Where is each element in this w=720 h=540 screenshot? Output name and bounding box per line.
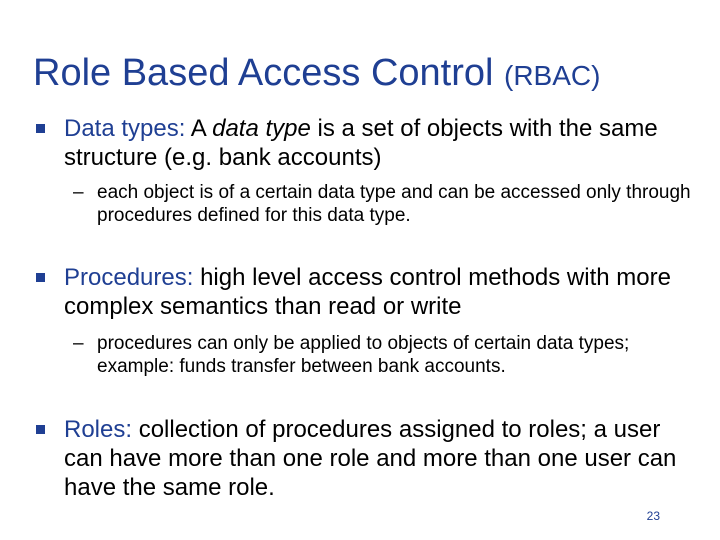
sub-bullet-data-types — [73, 181, 697, 227]
slide-title — [33, 50, 600, 99]
bullet-term: Procedures: — [64, 264, 194, 291]
bullet-roles — [64, 415, 694, 502]
sub-bullet-procedures — [73, 332, 697, 378]
bullet-text: is a set of objects with the same structure (e.g. bank accounts) — [64, 115, 658, 171]
dash-bullet-icon: – — [73, 182, 84, 203]
sub-bullet-text: each object is of a certain data type and can be accessed only through procedures defined for this data type. — [97, 182, 691, 226]
title-abbreviation: (RBAC) — [504, 60, 601, 91]
bullet-term: Data types: — [64, 115, 186, 142]
bullet-data-types — [64, 114, 694, 172]
bullet-term: Roles: — [64, 416, 133, 443]
bullet-emphasis: data type — [212, 115, 311, 142]
bullet-text: high level access control methods with more complex semantics than read or write — [64, 264, 671, 320]
bullet-text: collection of procedures assigned to roles; a user can have more than one role and more than one user can have the same role. — [64, 416, 677, 501]
sub-bullet-text: procedures can only be applied to objects of certain data types; example: funds transfer between bank accounts. — [97, 333, 630, 377]
square-bullet-icon — [36, 425, 45, 434]
page-number: 23 — [646, 509, 660, 523]
title-main: Role Based Access Control — [33, 52, 494, 94]
bullet-text: A — [185, 115, 213, 142]
square-bullet-icon — [36, 273, 45, 282]
dash-bullet-icon: – — [73, 333, 84, 354]
square-bullet-icon — [36, 124, 45, 133]
bullet-procedures — [64, 263, 694, 321]
